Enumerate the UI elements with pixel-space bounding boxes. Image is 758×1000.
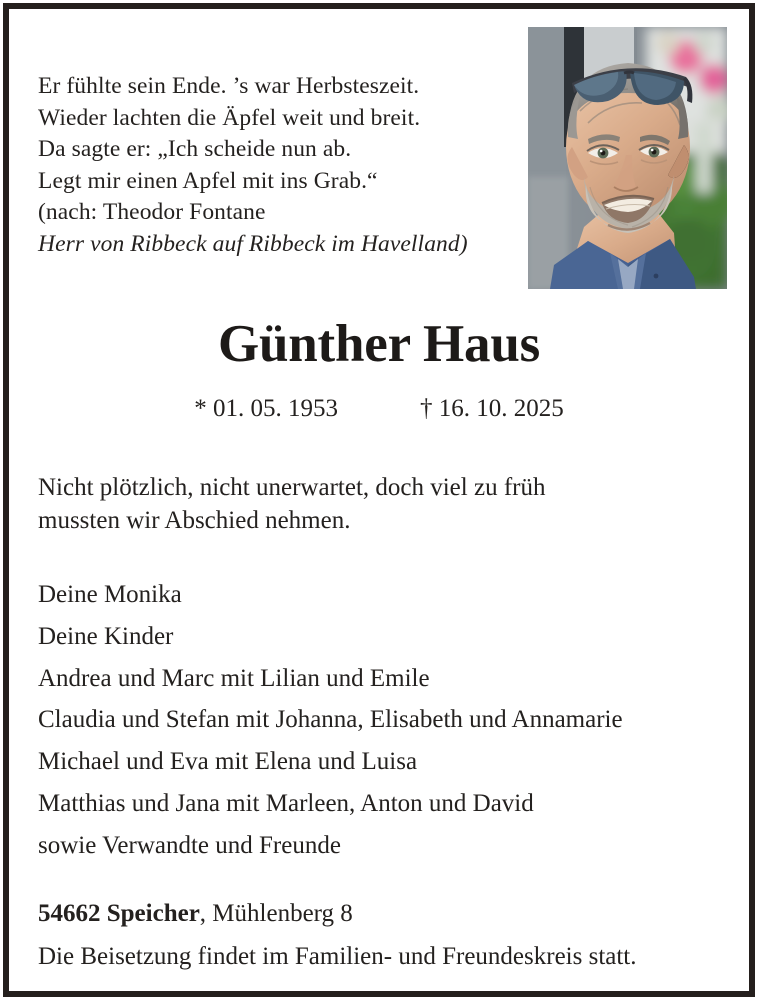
poem-quotation <box>38 71 518 260</box>
notice-border-frame <box>3 3 755 997</box>
portrait-photo <box>528 27 727 289</box>
death-cross-icon: † <box>420 395 433 422</box>
mourner-line: Andrea und Marc mit Lilian und Emile <box>38 664 430 692</box>
poem-line: Er fühlte sein Ende. ’s war Herbsteszeit. <box>38 73 420 99</box>
mourner-line: Michael und Eva mit Elena und Luisa <box>38 748 418 776</box>
intro-message <box>38 471 728 537</box>
deceased-name: Günther Haus <box>217 315 541 373</box>
poem-attribution-line: (nach: Theodor Fontane <box>38 199 266 225</box>
address-city: 54662 Speicher <box>38 900 200 927</box>
mourner-line: Deine Monika <box>38 581 182 608</box>
mourner-line: Matthias und Jana mit Marleen, Anton und David <box>38 789 534 817</box>
birth-date-group <box>194 394 338 424</box>
poem-source-title: Herr von Ribbeck auf Ribbeck im Havelland) <box>38 230 468 257</box>
birth-star-icon: * <box>194 395 207 422</box>
birth-date: 01. 05. 1953 <box>213 395 338 422</box>
life-dates <box>9 394 749 424</box>
poem-line: Da sagte er: „Ich scheide nun ab. <box>38 136 352 162</box>
mourner-line: sowie Verwandte und Freunde <box>38 831 341 859</box>
mourners-list <box>38 574 738 867</box>
portrait-photo-image <box>528 27 727 289</box>
poem-line: Legt mir einen Apfel mit ins Grab.“ <box>38 167 378 194</box>
death-date: 16. 10. 2025 <box>438 395 564 422</box>
mourner-line: Claudia und Stefan mit Johanna, Elisabeth und Annamarie <box>38 706 623 734</box>
address-street: , Mühlenberg 8 <box>199 900 353 927</box>
death-date-group <box>420 394 564 424</box>
intro-line: Nicht plötzlich, nicht unerwartet, doch viel zu früh <box>38 474 546 501</box>
notice-content-area <box>9 9 749 991</box>
mourner-line: Deine Kinder <box>38 622 174 650</box>
address-line <box>38 897 738 931</box>
intro-line: mussten wir Abschied nehmen. <box>38 507 351 534</box>
poem-line: Wieder lachten die Äpfel weit und breit. <box>38 104 421 131</box>
funeral-note: Die Beisetzung findet im Familien- und Freundeskreis statt. <box>38 943 637 970</box>
